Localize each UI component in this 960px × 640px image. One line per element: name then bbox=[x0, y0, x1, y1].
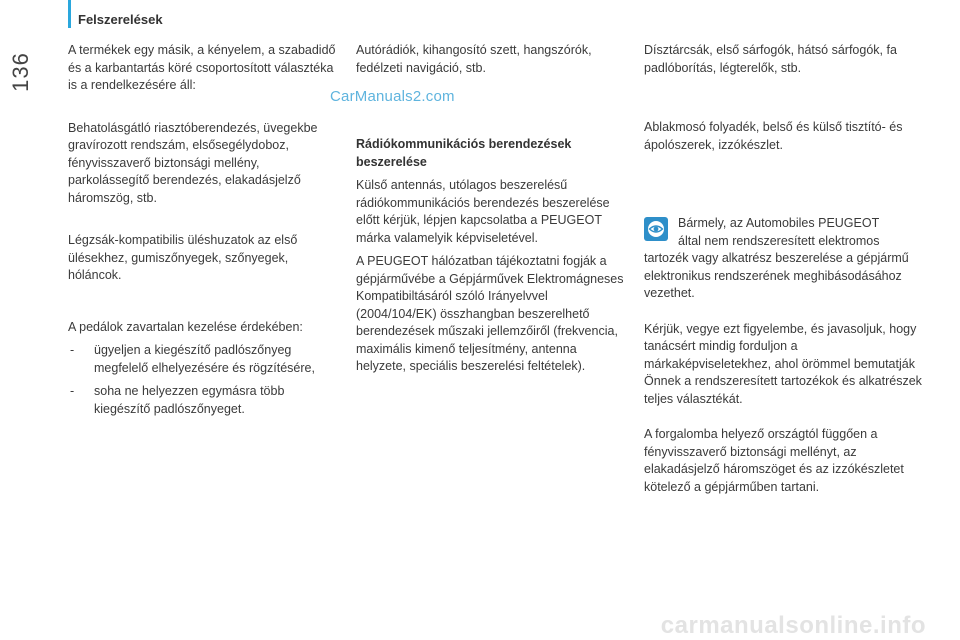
paragraph-pedals: A pedálok zavartalan kezelése érdekében: bbox=[68, 319, 303, 334]
section-title: Felszerelések bbox=[78, 12, 163, 27]
watermark-carmanuals2: CarManuals2.com bbox=[330, 88, 455, 105]
paragraph-peugeot-network: A PEUGEOT hálózatban tájékoztatni fogják a gépjárművébe a Gépjárművek Elektromágneses Kompatibiltásáról szóló Irányelvvel (2004/104/EK) összhangban beszerelhető berendezések műszaki jellemzőiről (frekvencia, maximális kimenő teljesítmény, antenna helyzete, speciális beszerelési feltételek). bbox=[356, 254, 624, 373]
note-line-2: által nem rendszeresített elektromos bbox=[678, 233, 880, 248]
column-3 bbox=[644, 42, 924, 496]
pedal-advice-list bbox=[68, 342, 340, 418]
column-2 bbox=[356, 42, 626, 376]
footer-watermark: carmanualsonline.info bbox=[660, 612, 926, 639]
paragraph-seat-covers: Légzsák-kompatibilis üléshuzatok az első ülésekhez, gumiszőnyegek, szőnyegek, hóláncok. bbox=[68, 233, 298, 282]
paragraph-mandatory-items: A forgalomba helyező országtól függően a fényvisszaverő biztonsági mellényt, az elakadásjelző háromszöget és az izzókészletet kötelező a gépjárműben tartani. bbox=[644, 427, 904, 494]
list-item: - ügyeljen a kiegészítő padlószőnyeg megfelelő elhelyezésére és rögzítésére, bbox=[68, 342, 340, 377]
list-item: - soha ne helyezzen egymásra több kiegészítő padlószőnyeget. bbox=[68, 383, 340, 418]
column-1 bbox=[68, 42, 340, 424]
paragraph-intro: A termékek egy másik, a kényelem, a szabadidő és a karbantartás köré csoportosított választéka is a rendelkezésére áll: bbox=[68, 43, 336, 92]
eye-icon bbox=[644, 217, 668, 241]
paragraph-audio: Autórádiók, kihangosító szett, hangszórók, fedélzeti navigáció, stb. bbox=[356, 43, 592, 75]
note-line-1: Bármely, az Automobiles PEUGEOT bbox=[678, 216, 880, 230]
note-body: tartozék vagy alkatrész beszerelése a gépjármű elektronikus rendszerének meghibásodásához vezethet. bbox=[644, 251, 909, 300]
paragraph-security-items: Behatolásgátló riasztóberendezés, üvegekbe gravírozott rendszám, elsősegélydoboz, fényvisszaverő biztonsági mellény, parkolássegítő berendezés, elakadásjelző háromszög, stb. bbox=[68, 120, 318, 205]
paragraph-wheel-trims: Dísztárcsák, első sárfogók, hátsó sárfogók, fa padlóborítás, légterelők, stb. bbox=[644, 43, 897, 75]
paragraph-advice: Kérjük, vegye ezt figyelembe, és javasoljuk, hogy tanácsért mindig forduljon a márkaképviseletekhez, ahol örömmel bemutatják Önnek a rendszeresített tartozékok és alkatrészek teljes választékát. bbox=[644, 321, 922, 406]
heading-radio-equipment: Rádiókommunikációs berendezések beszerelése bbox=[356, 137, 572, 169]
paragraph-cleaning: Ablakmosó folyadék, belső és külső tisztító- és ápolószerek, izzókészlet. bbox=[644, 120, 903, 152]
page-number: 136 bbox=[8, 52, 33, 92]
paragraph-radio-install: Külső antennás, utólagos beszerelésű rádiókommunikációs berendezés beszerelése előtt kérjük, lépjen kapcsolatba a PEUGEOT márka valamelyik képviseletével. bbox=[356, 178, 610, 245]
warning-note bbox=[644, 215, 924, 303]
header-accent-bar bbox=[68, 0, 71, 28]
